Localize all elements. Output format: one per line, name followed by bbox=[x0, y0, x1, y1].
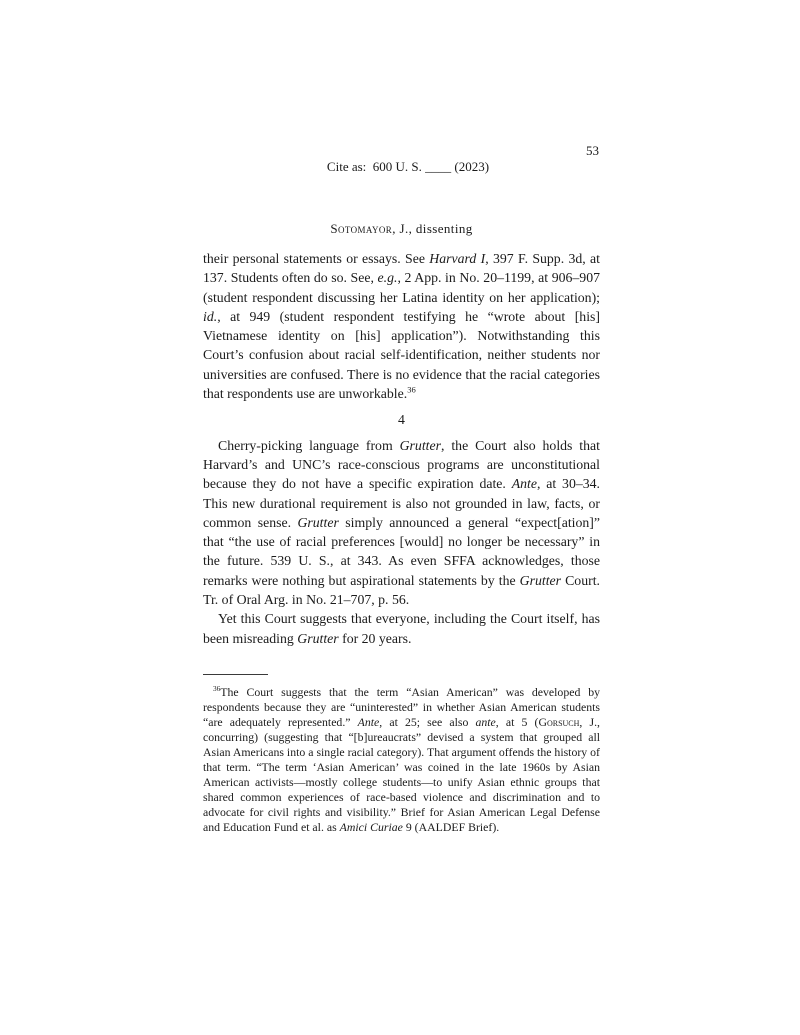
footnote-block bbox=[203, 674, 600, 835]
body-paragraph: Yet this Court suggests that everyone, including the Court itself, has been misreading Grutter for 20 years. bbox=[203, 611, 600, 646]
running-head bbox=[203, 143, 600, 207]
document-page bbox=[203, 143, 600, 835]
body-paragraph: their personal statements or essays. See Harvard I, 397 F. Supp. 3d, at 137. Students often do so. See, e.g., 2 App. in No. 20–1199, at 906–907 (student respondent discussing her Latina identity on her application); id., at 949 (student respondent testifying he “wrote about [his] Vietnamese identity on [his] application”). Notwithstanding this Court’s confusion about racial self-identification, neither students nor universities are confused. There is no evidence that the racial categories that respondents use are unworkable.$^{36}$ bbox=[203, 251, 600, 402]
section-number: 4 bbox=[398, 412, 405, 428]
opinion-attribution: Sotomayor, J., dissenting bbox=[330, 221, 473, 236]
opinion-body bbox=[203, 249, 600, 648]
body-paragraph: Cherry-picking language from Grutter, the Court also holds that Harvard’s and UNC’s race-conscious programs are unconstitutional because they do not have a specific expiration date. Ante, at 30–34. This new durational requirement is also not grounded in law, facts, or common sense. Grutter simply announced a general “expect[ation]” that “the use of racial preferences [would] no longer be necessary” in the future. 539 U. S., at 343. As even SFFA acknowledges, those remarks were nothing but aspirational statements by the Grutter Court. Tr. of Oral Arg. in No. 21–707, p. 56. bbox=[203, 437, 600, 608]
footnote-separator-rule bbox=[203, 674, 268, 675]
page-number: 53 bbox=[586, 143, 599, 158]
citation-line: Cite as: 600 U. S. ____ (2023) bbox=[326, 159, 490, 174]
footnote-text: $^{36}$The Court suggests that the term “Asian American” was developed by respondents because they are “uninterested” in whether Asian American students “are adequately represented.” Ante, at 25; see also ante, at 5 (Gorsuch, J., concurring) (suggesting that “[b]ureaucrats” devised a system that grouped all Asian Americans into a single racial category). That argument offends the history of that term. “The term ‘Asian American’ was coined in the late 1960s by Asian American activists—mostly college students—to unify Asian ethnic groups that shared common experiences of race-based violence and discrimination and to advocate for civil rights and visibility.” Brief for Asian American Legal Defense and Education Fund et al. as Amici Curiae 9 (AALDEF Brief). bbox=[203, 684, 600, 834]
